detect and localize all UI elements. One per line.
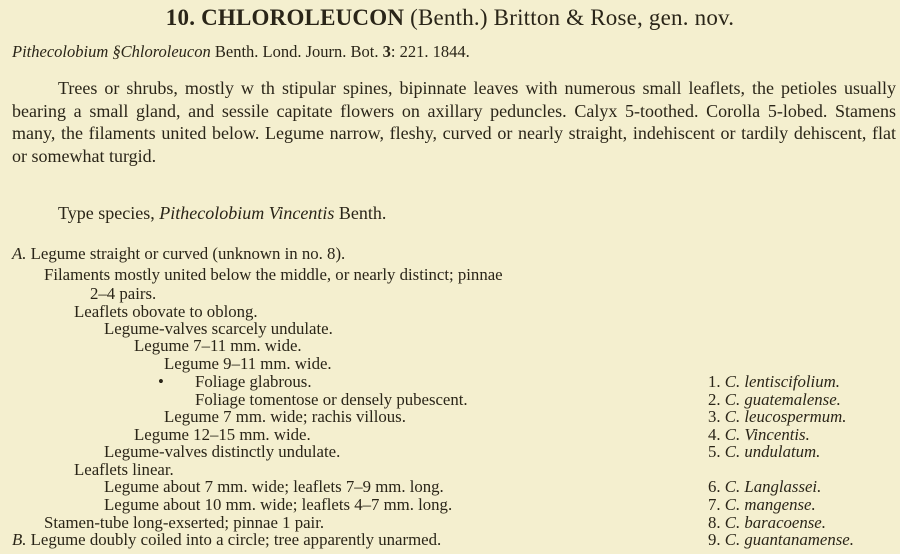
type-species-prefix: Type species, <box>58 203 160 223</box>
key-lead-valves-distinctly: Legume-valves distinctly undulate. <box>104 442 341 461</box>
basionym-reference <box>12 42 470 62</box>
key-letter-b: B. <box>12 530 27 549</box>
species-entry: 6. C. Langlassei. <box>708 477 822 496</box>
species-entry: 1. C. lentiscifolium. <box>708 372 840 391</box>
species-entry: 8. C. baracoense. <box>708 513 826 532</box>
type-species-name: Pithecolobium Vincentis <box>159 203 335 223</box>
species-entry: 7. C. mangense. <box>708 495 816 514</box>
species-entry: 2. C. guatemalense. <box>708 390 841 409</box>
type-species <box>12 202 896 225</box>
key-lead-stamen-tube: Stamen-tube long-exserted; pinnae 1 pair. <box>44 513 325 532</box>
key-lead-legume-7-11: Legume 7–11 mm. wide. <box>134 336 302 355</box>
key-lead-legume-about-7: Legume about 7 mm. wide; leaflets 7–9 mm. long. <box>104 477 444 496</box>
genus-heading <box>0 4 900 32</box>
key-lead-leaflets-linear: Leaflets linear. <box>74 460 174 479</box>
genus-authority: (Benth.) Britton & Rose, gen. nov. <box>404 5 735 30</box>
key-letter-a: A. <box>12 244 27 263</box>
key-lead-legume-7: Legume 7 mm. wide; rachis villous. <box>164 407 406 426</box>
basionym-name: Pithecolobium §Chloroleucon <box>12 42 211 61</box>
key-lead-foliage-tomentose: Foliage tomentose or densely pubescent. <box>195 390 468 409</box>
key-bullet: • <box>158 372 164 391</box>
key-lead-legume-about-10: Legume about 10 mm. wide; leaflets 4–7 mm. long. <box>104 495 453 514</box>
key-lead-filaments-cont: 2–4 pairs. <box>90 284 157 303</box>
genus-name: CHLOROLEUCON <box>201 5 405 30</box>
key-lead-filaments: Filaments mostly united below the middle, or nearly distinct; pinnae <box>44 265 503 284</box>
key-lead-legume-12-15: Legume 12–15 mm. wide. <box>134 425 311 444</box>
species-entry: 4. C. Vincentis. <box>708 425 810 444</box>
key-lead-valves-scarcely: Legume-valves scarcely undulate. <box>104 319 333 338</box>
species-entry: 9. C. guantanamense. <box>708 530 854 549</box>
genus-number: 10. <box>165 5 196 30</box>
citation: Benth. Lond. Journ. Bot. <box>210 42 383 61</box>
key-lead-a: A. Legume straight or curved (unknown in no. 8). <box>12 244 346 263</box>
species-entry: 3. C. leucospermum. <box>708 407 847 426</box>
key-lead-b: B. Legume doubly coiled into a circle; tree apparently unarmed. <box>12 530 442 549</box>
genus-description <box>12 77 896 167</box>
key-lead-foliage-glabrous: Foliage glabrous. <box>195 372 312 391</box>
species-entry: 5. C. undulatum. <box>708 442 821 461</box>
citation-pages: : 221. 1844. <box>390 42 470 61</box>
citation-volume: 3 <box>382 42 391 61</box>
type-species-author: Benth. <box>334 203 387 223</box>
key-lead-legume-9-11: Legume 9–11 mm. wide. <box>164 354 332 373</box>
key-lead-leaflets-obovate: Leaflets obovate to oblong. <box>74 302 258 321</box>
description-text: Trees or shrubs, mostly w th stipular spines, bipinnate leaves with numerous small leaflets, the petioles usually bearing a small gland, and sessile capitate flowers on axillary peduncles. Calyx 5-toothed. Corolla 5-lobed. Stamens many, the filaments united below. Legume narrow, fleshy, curved or nearly straight, indehiscent or tardily dehiscent, flat or somewhat turgid. <box>12 78 896 166</box>
